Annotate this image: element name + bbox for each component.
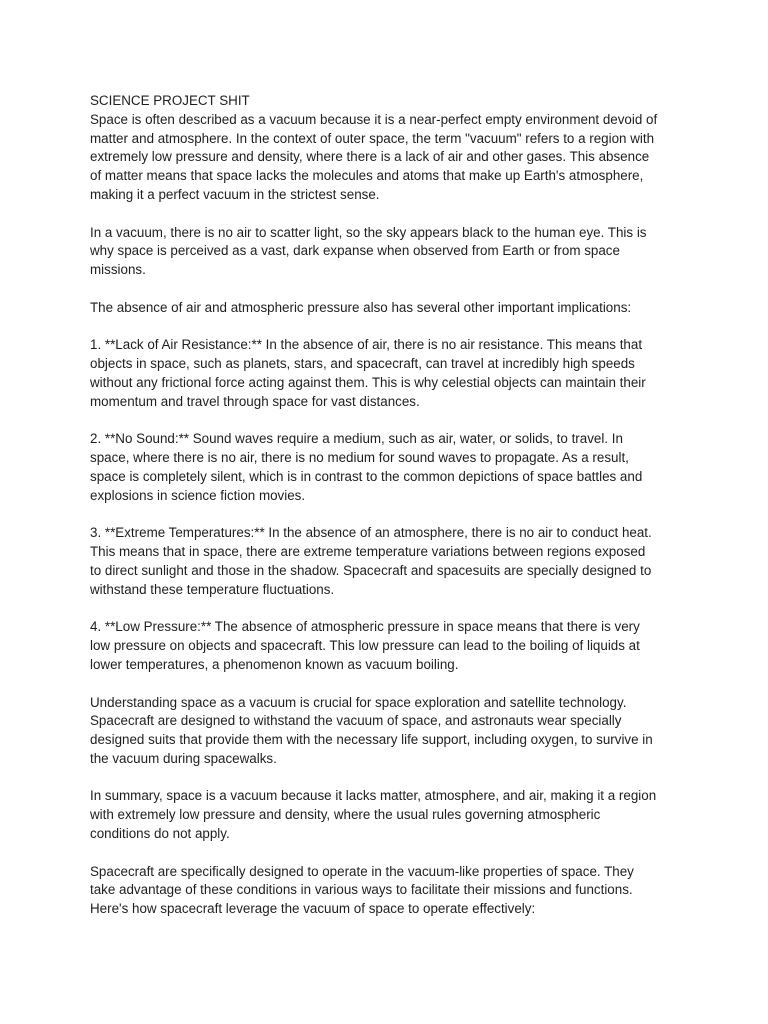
text-line: matter and atmosphere. In the context of outer space, the term "vacuum" refers to a region with — [90, 130, 655, 146]
paragraph — [90, 299, 690, 318]
text-line: space is completely silent, which is in contrast to the common depictions of space battles and — [90, 468, 643, 484]
text-line: withstand these temperature fluctuations. — [90, 581, 335, 597]
text-line: lower temperatures, a phenomenon known as vacuum boiling. — [90, 656, 459, 672]
text-line: designed suits that provide them with the necessary life support, including oxygen, to survive in — [90, 732, 653, 748]
text-line: In summary, space is a vacuum because it lacks matter, atmosphere, and air, making it a region — [90, 788, 657, 804]
text-line: making it a perfect vacuum in the strictest sense. — [90, 186, 380, 202]
text-line: In a vacuum, there is no air to scatter light, so the sky appears black to the human eye. This is — [90, 224, 647, 240]
text-line: momentum and travel through space for vast distances. — [90, 393, 420, 409]
paragraph — [90, 224, 690, 280]
document-body — [90, 92, 690, 938]
text-line: 2. **No Sound:** Sound waves require a medium, such as air, water, or solids, to travel. In — [90, 431, 623, 447]
text-line: Spacecraft are designed to withstand the vacuum of space, and astronauts wear specially — [90, 713, 622, 729]
paragraph — [90, 618, 690, 674]
text-line: take advantage of these conditions in various ways to facilitate their missions and functions. — [90, 882, 633, 898]
text-line: Spacecraft are specifically designed to operate in the vacuum-like properties of space. They — [90, 863, 634, 879]
text-line: The absence of air and atmospheric pressure also has several other important implications: — [90, 299, 632, 315]
text-line: why space is perceived as a vast, dark expanse when observed from Earth or from space — [90, 243, 620, 259]
paragraph — [90, 694, 690, 769]
text-line: without any frictional force acting against them. This is why celestial objects can maintain their — [90, 374, 646, 390]
text-line: 1. **Lack of Air Resistance:** In the absence of air, there is no air resistance. This means that — [90, 337, 643, 353]
paragraph-list — [90, 111, 690, 919]
text-line: conditions do not apply. — [90, 826, 230, 842]
text-line: objects in space, such as planets, stars, and spacecraft, can travel at incredibly high speeds — [90, 356, 635, 372]
text-line: space, where there is no air, there is no medium for sound waves to propagate. As a result, — [90, 450, 629, 466]
text-line: low pressure on objects and spacecraft. This low pressure can lead to the boiling of liquids at — [90, 638, 640, 654]
text-line: to direct sunlight and those in the shadow. Spacecraft and spacesuits are specially designed to — [90, 562, 652, 578]
text-line: Here's how spacecraft leverage the vacuum of space to operate effectively: — [90, 901, 536, 917]
paragraph — [90, 111, 690, 205]
text-line: missions. — [90, 262, 146, 278]
document-title: SCIENCE PROJECT SHIT — [90, 93, 250, 108]
text-line: of matter means that space lacks the molecules and atoms that make up Earth's atmosphere, — [90, 168, 644, 184]
text-line: Space is often described as a vacuum because it is a near-perfect empty environment devoid of — [90, 111, 658, 127]
text-line: explosions in science fiction movies. — [90, 487, 306, 503]
text-line: with extremely low pressure and density, where the usual rules governing atmospheric — [90, 807, 601, 823]
paragraph — [90, 430, 690, 505]
paragraph — [90, 336, 690, 411]
paragraph — [90, 524, 690, 599]
text-line: extremely low pressure and density, where there is a lack of air and other gases. This absence — [90, 149, 650, 165]
text-line: the vacuum during spacewalks. — [90, 750, 277, 766]
text-line: 4. **Low Pressure:** The absence of atmospheric pressure in space means that there is very — [90, 619, 640, 635]
paragraph — [90, 787, 690, 843]
paragraph — [90, 863, 690, 919]
text-line: 3. **Extreme Temperatures:** In the absence of an atmosphere, there is no air to conduct heat. — [90, 525, 652, 541]
text-line: Understanding space as a vacuum is crucial for space exploration and satellite technology. — [90, 694, 627, 710]
text-line: This means that in space, there are extreme temperature variations between regions exposed — [90, 544, 646, 560]
